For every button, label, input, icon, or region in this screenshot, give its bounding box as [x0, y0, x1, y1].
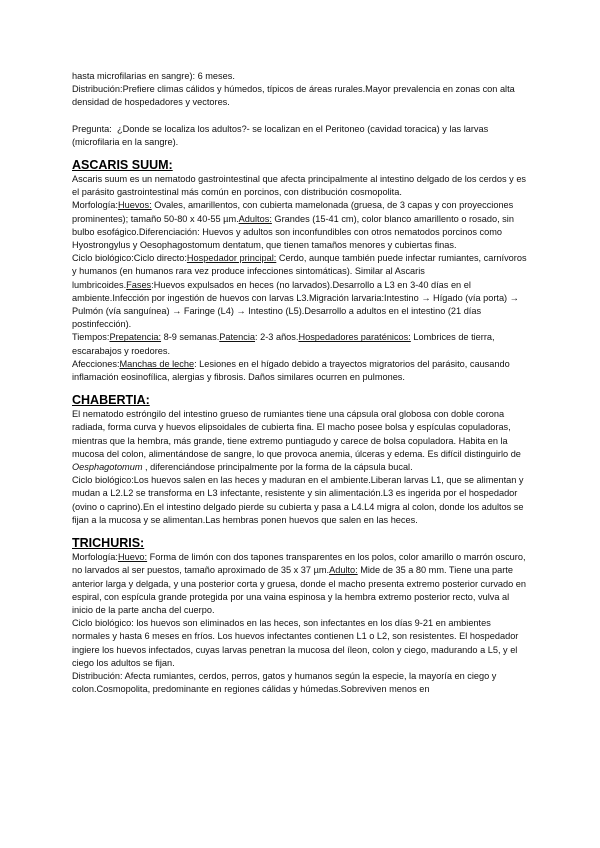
morphology-label: Morfología: — [72, 200, 118, 211]
ascaris-cycle — [72, 252, 530, 331]
ascaris-times — [72, 331, 530, 357]
eggs-label: Huevos: — [117, 200, 152, 211]
chabertia-text-a: El nematodo estróngilo del intestino grueso de rumiantes tiene una cápsula oral globosa con doble corona radiada, forma curva y huevos elipsoidales de cubierta fina. El macho posee bolsa y espículas copuladoras, mientras que la hembra, más grande, tiene extremo puntiagudo y carece de bolsa copuladora. Habita en la mucosa del colon, alimentándose de sangre, lo que provoca anemia, úlceras y edema. Es difícil distinguirlo de — [72, 409, 521, 459]
morphology-label: Morfología: — [72, 552, 118, 563]
question-text: ¿Donde se localiza los adultos?- se localizan en el Peritoneo (cavidad toracica) y las larvas (microfilaria en la sangre). — [72, 123, 489, 147]
intro-distribution — [72, 83, 530, 109]
distribution-text: Prefiere climas cálidos y húmedos, típicos de áreas rurales.Mayor prevalencia en zonas con alta densidad de hospedadores y vectores. — [72, 84, 515, 108]
chabertia-cycle — [72, 474, 530, 527]
patency-label: Patencia — [219, 332, 256, 343]
cycle-text: Los huevos salen en las heces y maduran en el ambiente.Liberan larvas L1, que se alimentan y mudan a L2.L2 se transforma en L3 infectante, resistente y sin alimentación.L3 es ingerida por el hospedador (ovino o caprino).En el intestino delgado pierde su cubierta y pasa a L4.L4 migra al colon, donde los adultos se fijan a la mucosa y se alimentan.Las hembras ponen huevos que salen en las heces. — [72, 475, 524, 525]
prepatency-text: 8-9 semanas. — [161, 332, 220, 343]
document-page — [72, 70, 530, 696]
direct-cycle: Ciclo directo: — [133, 253, 187, 264]
question-label: Pregunta: — [72, 123, 112, 134]
ascaris-morphology — [72, 199, 530, 252]
adults-text: Grandes (15-41 cm), color blanco amarillento o rosado, sin bulbo esofágico.Diferenciación: Huevos y adultos son inconfundibles con otros nematodos porcinos como Hyostrongylus y Oesophagostomum dentatum, que tienen tamaños menores y cubiertas finas. — [72, 213, 514, 251]
chabertia-text-b: , diferenciándose principalmente por la forma de la cápsula bucal. — [142, 462, 413, 473]
egg-label: Huevo: — [117, 552, 148, 563]
trichuris-distribution: Distribución: Afecta rumiantes, cerdos, perros, gatos y humanos según la especie, la mayoría en ciego y colon.Cosmopolita, predominante en regiones cálidas y húmedas.Sobreviven menos en — [72, 670, 497, 695]
adult-text: Mide de 35 a 80 mm. Tiene una parte anterior larga y delgada, y una posterior corta y gruesa, donde el macho presenta extremo posterior curvado en espiral, con espícula grande protegida por una vaina espinosa y la hembra extremo posterior recto, vulva al inicio de la parte ancha del cuerpo. — [72, 565, 527, 615]
adults-label: Adultos: — [238, 213, 272, 224]
prepatency-label: Prepatencia: — [109, 332, 162, 343]
main-host-text: Cerdo, aunque también puede infectar rumiantes, carnívoros y humanos (en humanos rara vez produce infecciones sintomáticas). Similar al Ascaris lumbricoides. — [72, 253, 527, 290]
chabertia-species-italic: Oesphagotomum — [72, 462, 143, 473]
ascaris-intro: Ascaris suum es un nematodo gastrointestinal que afecta principalmente al intestino delgado de los cerdos y es el parásito gastrointestinal más común en porcinos, con distribución cosmopolita. — [72, 174, 527, 198]
question-paragraph — [72, 123, 530, 149]
affections-label: Afecciones: — [72, 358, 120, 369]
chabertia-description — [72, 408, 530, 474]
cycle-label: Ciclo biológico: — [72, 475, 134, 486]
egg-text: Forma de limón con dos tapones transparentes en los polos, color amarillo o marrón oscuro, no larvados al ser puestos, tamaño aproximado de 35 x 37 µm. — [72, 552, 526, 576]
cycle-label: Ciclo biológico: — [72, 253, 134, 264]
main-host-label: Hospedador principal: — [186, 253, 277, 264]
heading-chabertia: CHABERTIA: — [72, 393, 150, 408]
heading-trichuris: TRICHURIS: — [72, 536, 145, 551]
phases-label: Fases — [126, 279, 152, 290]
eggs-text: Ovales, amarillentos, con cubierta mamelonada (gruesa, de 3 capas y con proyecciones prominentes); tamaño 50-80 x 40-55 µm. — [72, 200, 514, 224]
paratenic-hosts-label: Hospedadores paraténicos: — [298, 332, 411, 343]
trichuris-morphology — [72, 551, 530, 617]
heading-ascaris: ASCARIS SUUM: — [72, 158, 173, 173]
phases-text: :Huevos expulsados en heces (no larvados).Desarrollo a L3 en 3-40 días en el ambiente.Infección por ingestión de huevos con larvas L3.Migración larvaria:Intestino → Hígado (vía porta) → Pulmón (vía sanguínea) → Faringe (L4) → Intestino (L5).Desarrollo a adultos en el intestino (21 días postinfección). — [72, 279, 519, 330]
times-label: Tiempos: — [72, 332, 110, 343]
paratenic-hosts-text: Lombrices de tierra, escarabajos y roedores. — [72, 332, 495, 356]
ascaris-affections — [72, 358, 530, 384]
milk-spots-label: Manchas de leche — [119, 358, 195, 369]
trichuris-cycle: Ciclo biológico: los huevos son eliminados en las heces, son infectantes en los días 9-21 en ambientes normales y hasta 6 meses en fríos. Los huevos infectantes contienen L1 o L2, son resistentes. El hospedador ingiere los huevos infectados, cuyas larvas penetran la mucosa del íleon, colon y ciego, madurando a L5, y el ciego los adultos se fijan. — [72, 618, 519, 668]
affections-text: : Lesiones en el hígado debido a trayectos migratorios del parásito, causando inflamación eosinofílica, alergias y fibrosis. Daños similares ocurren en pulmones. — [72, 358, 510, 383]
patency-text: : 2-3 años. — [255, 332, 299, 343]
intro-line: hasta microfilarias en sangre): 6 meses. — [72, 71, 235, 81]
adult-label: Adulto: — [329, 565, 358, 576]
distribution-label: Distribución: — [72, 84, 123, 95]
